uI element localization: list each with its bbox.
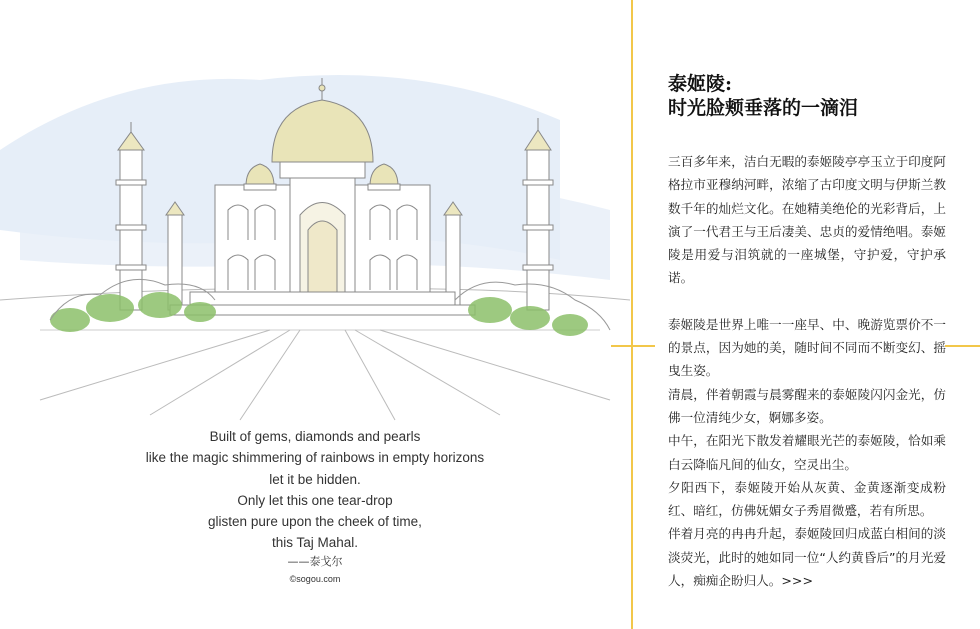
poem-author: ——泰戈尔	[287, 554, 343, 568]
article-title-line1: 泰姬陵:	[668, 73, 733, 95]
image-source-credit: ©sogou.com	[289, 573, 341, 584]
article-paragraph: 清晨，伴着朝霞与晨雾醒来的泰姬陵闪闪金光，仿佛一位清纯少女，婀娜多姿。	[668, 386, 946, 425]
article-paragraph-more-link[interactable]: 伴着月亮的冉冉升起，泰姬陵回归成蓝白相间的淡淡荧光，此时的她如同一位“人约黄昏后”的月光爱人，痴痴企盼归人。>>>	[668, 526, 946, 589]
divider-tick-right-inner	[633, 345, 655, 347]
article-body	[668, 150, 946, 592]
poem-block	[100, 426, 530, 587]
divider-tick-left	[611, 345, 631, 347]
vertical-divider	[631, 0, 633, 629]
poem-line: let it be hidden.	[269, 471, 361, 487]
paragraph-gap	[668, 290, 946, 313]
article-title	[668, 72, 958, 120]
poem-line: this Taj Mahal.	[271, 535, 359, 551]
poem-line: like the magic shimmering of rainbows in empty horizons	[145, 450, 485, 466]
article-title-line2: 时光脸颊垂落的一滴泪	[668, 97, 859, 119]
poem-line: Only let this one tear-drop	[237, 492, 393, 508]
article-paragraph: 夕阳西下，泰姬陵开始从灰黄、金黄逐渐变成粉红、暗红，仿佛妩媚女子秀眉微蹙，若有所思。	[668, 479, 946, 519]
poem-line: Built of gems, diamonds and pearls	[209, 429, 421, 444]
divider-tick-right-edge	[945, 345, 980, 347]
poem-line: glisten pure upon the cheek of time,	[208, 514, 422, 530]
article-paragraph: 中午，在阳光下散发着耀眼光芒的泰姬陵，恰如乘白云降临凡间的仙女，空灵出尘。	[668, 433, 946, 472]
article-paragraph: 三百多年来，洁白无暇的泰姬陵亭亭玉立于印度阿格拉市亚穆纳河畔，浓缩了古印度文明与伊斯兰教数千年的灿烂文化。在她精美绝伦的光彩背后，上演了一代君王与王后凄美、忠贞的爱情绝唱。泰姬陵是用爱与泪筑就的一座城堡，守护爱，守护承诺。	[668, 154, 946, 286]
article-paragraph: 泰姬陵是世界上唯一一座早、中、晚游览票价不一的景点，因为她的美，随时间不同而不断变幻、摇曳生姿。	[668, 316, 946, 379]
